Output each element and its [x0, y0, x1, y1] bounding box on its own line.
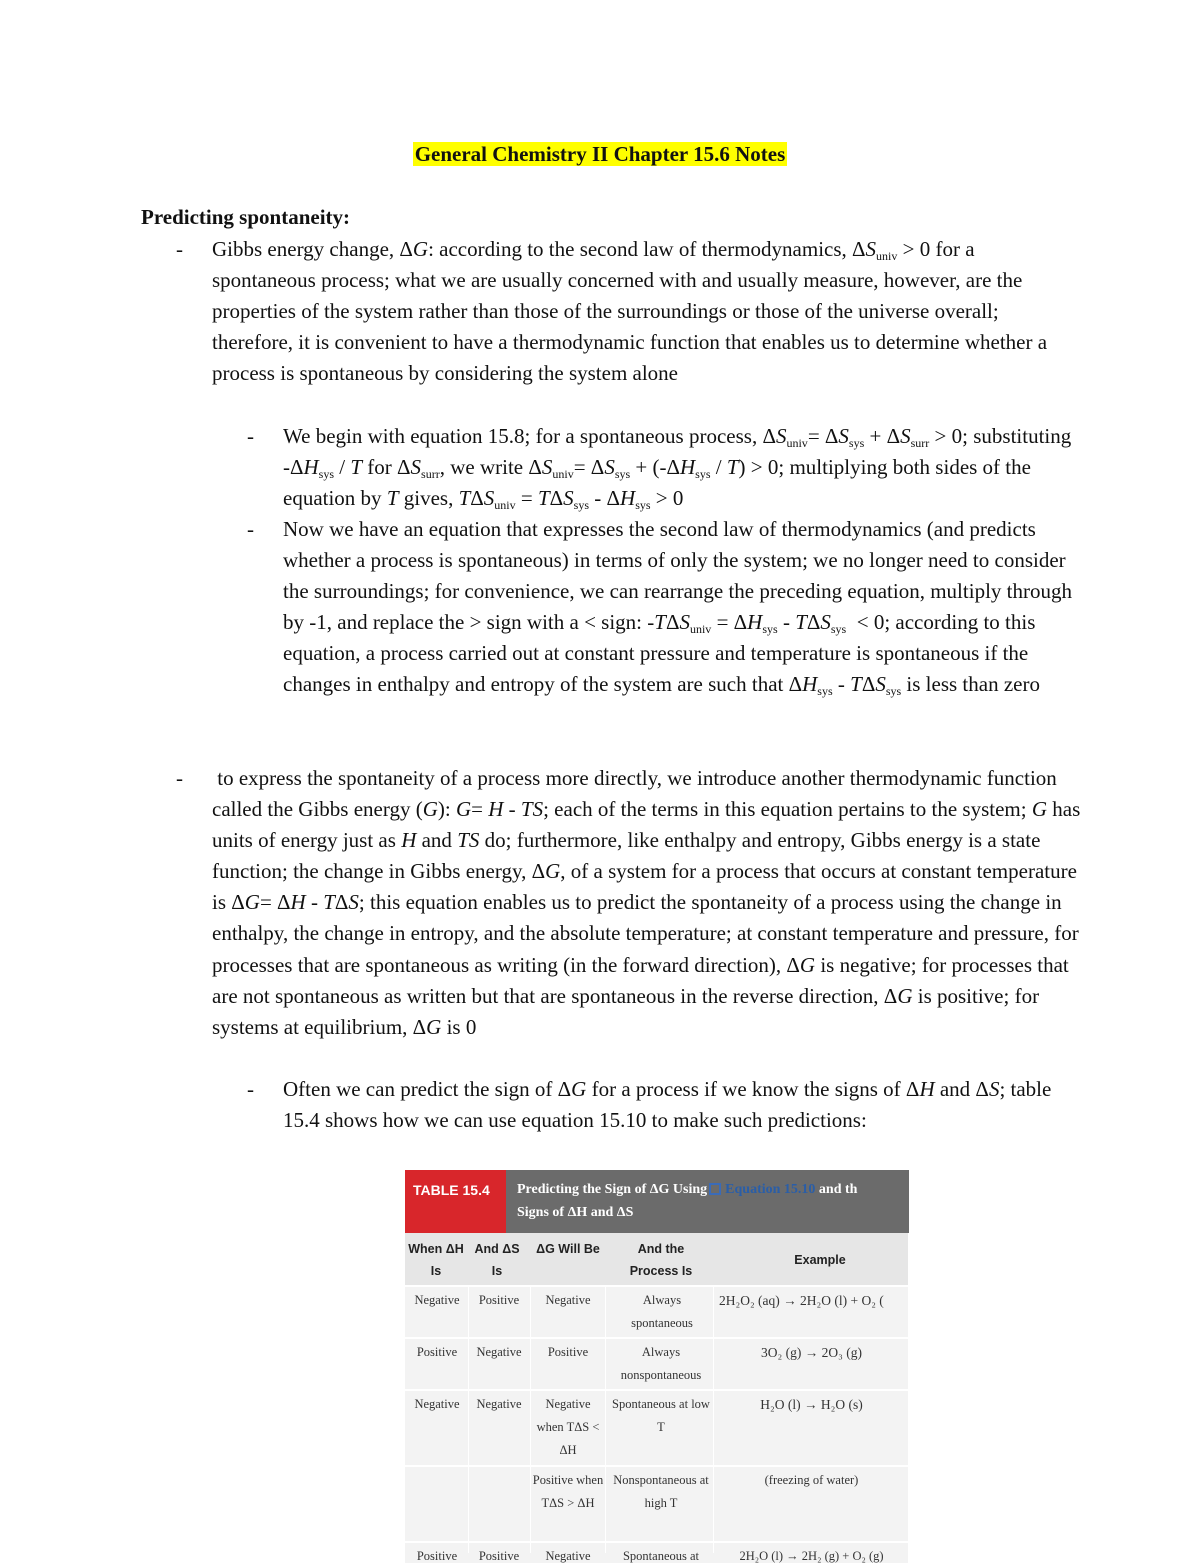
table-cell: 2H₂O₂ (aq) → 2H₂O (l) + O₂ (	[719, 1293, 884, 1308]
bullet-marker: -	[176, 237, 183, 261]
table-cell: Negative	[414, 1397, 460, 1411]
table-cell: H₂O (l) → H₂O (s)	[760, 1397, 863, 1412]
table-cell: Spontaneous at low T	[612, 1397, 710, 1434]
table-cell: Negative	[545, 1293, 591, 1307]
table-label: TABLE 15.4	[405, 1170, 506, 1233]
subbullet-equation-15-8: We begin with equation 15.8; for a spontaneous process, $\Delta S_{univ}= \Delta S_{sys} + \Delta S_{surr} > 0$; substituting $-\Delta H_{sys}$ / T for $\Delta S_{surr}$, we write $\Delta S_{univ}= \Delta S_{sys} + (-\Delta H_{sys} / T) > 0$; multiplying both sides of the equation by T gives, $T\Delta S_{univ} = T\Delta S_{sys} - \Delta H_{sys} > 0$	[283, 424, 1072, 513]
page-title: General Chemistry II Chapter 15.6 Notes	[414, 142, 786, 166]
equation-link[interactable]: Equation 15.10	[725, 1182, 816, 1197]
table-cell: Always nonspontaneous	[620, 1345, 702, 1382]
table-cell: Positive	[478, 1293, 520, 1307]
table-cell: (freezing of water)	[764, 1473, 859, 1487]
table-cell: Positive	[478, 1549, 520, 1563]
table-cell: Always spontaneous	[631, 1293, 693, 1330]
bullet-marker: -	[247, 424, 254, 448]
column-header: When ΔH Is	[408, 1242, 464, 1278]
table-cell: 3O₂ (g) → 2O₃ (g)	[761, 1345, 862, 1360]
table-cell: Negative	[414, 1293, 460, 1307]
subbullet-rearranged-equation: Now we have an equation that expresses the second law of thermodynamics (and predicts whether a process is spontaneous) in terms of only the system; we no longer need to consider the surroundings; for convenience, we can rearrange the preceding equation, multiply through by -1, and replace the > sign with a < sign: $-T\Delta S_{univ} = \Delta H_{sys} - T\Delta S_{sys} < 0$; according to this equation, a process carried out at constant pressure and temperature is spontaneous if the changes in enthalpy and entropy of the system are such that $\Delta H_{sys} - T\Delta S_{sys}$ is less than zero	[283, 517, 1072, 699]
table-cell: Negative	[545, 1549, 591, 1563]
table-caption: Predicting the Sign of ΔG Using Equation 15.10 and th Signs of ΔH and ΔS	[509, 1170, 909, 1233]
bullet-gibbs-energy-definition: to express the spontaneity of a process more directly, we introduce another thermodynamic function called the Gibbs energy (G): G= H - TS; each of the terms in this equation pertains to the system; G has units of energy just as H and TS do; furthermore, like enthalpy and entropy, Gibbs energy is a state function; the change in Gibbs energy, ΔG, of a system for a process that occurs at constant temperature is ΔG= ΔH - TΔS; this equation enables us to predict the spontaneity of a process using the change in enthalpy, the change in entropy, and the absolute temperature; at constant temperature and pressure, for processes that are spontaneous as writing (in the forward direction), ΔG is negative; for processes that are not spontaneous as written but that are spontaneous in the reverse direction, ΔG is positive; for systems at equilibrium, ΔG is 0	[212, 766, 1081, 1039]
column-header: ΔG Will Be	[536, 1242, 600, 1256]
table-cell: Positive	[416, 1345, 458, 1359]
table-cell: Positive	[416, 1549, 458, 1563]
subbullet-table-reference: Often we can predict the sign of ΔG for a process if we know the signs of ΔH and ΔS; table 15.4 shows how we can use equation 15.10 to make such predictions:	[283, 1077, 1052, 1133]
column-header: Example	[794, 1253, 846, 1267]
external-link-icon	[709, 1183, 721, 1195]
table-15-4	[405, 1170, 908, 1563]
table-cell: Positive	[547, 1345, 589, 1359]
table-cell: Negative when TΔS < ΔH	[536, 1397, 600, 1457]
table-cell: 2H₂O (l) → 2H₂ (g) + O₂ (g)	[739, 1549, 884, 1563]
bullet-marker: -	[247, 1077, 254, 1101]
column-header: And the Process Is	[629, 1242, 693, 1278]
section-heading: Predicting spontaneity:	[141, 205, 351, 229]
table-cell: Spontaneous at	[622, 1549, 700, 1563]
table-cell: Negative	[476, 1345, 522, 1359]
table-cell: Negative	[476, 1397, 522, 1411]
bullet-marker: -	[247, 517, 254, 541]
bullet-gibbs-energy-change: Gibbs energy change, ΔG: according to the second law of thermodynamics, $\Delta S_{univ} > 0$ for a spontaneous process; what we are usually concerned with and usually measure, however, are the properties of the system rather than those of the surroundings or those of the universe overall; therefore, it is convenient to have a thermodynamic function that enables us to determine whether a process is spontaneous by considering the system alone	[212, 237, 1048, 386]
column-header: And ΔS Is	[474, 1242, 520, 1278]
bullet-marker: -	[176, 766, 183, 790]
table-cell: Nonspontaneous at high T	[613, 1473, 709, 1510]
table-cell: Positive when TΔS > ΔH	[532, 1473, 604, 1510]
